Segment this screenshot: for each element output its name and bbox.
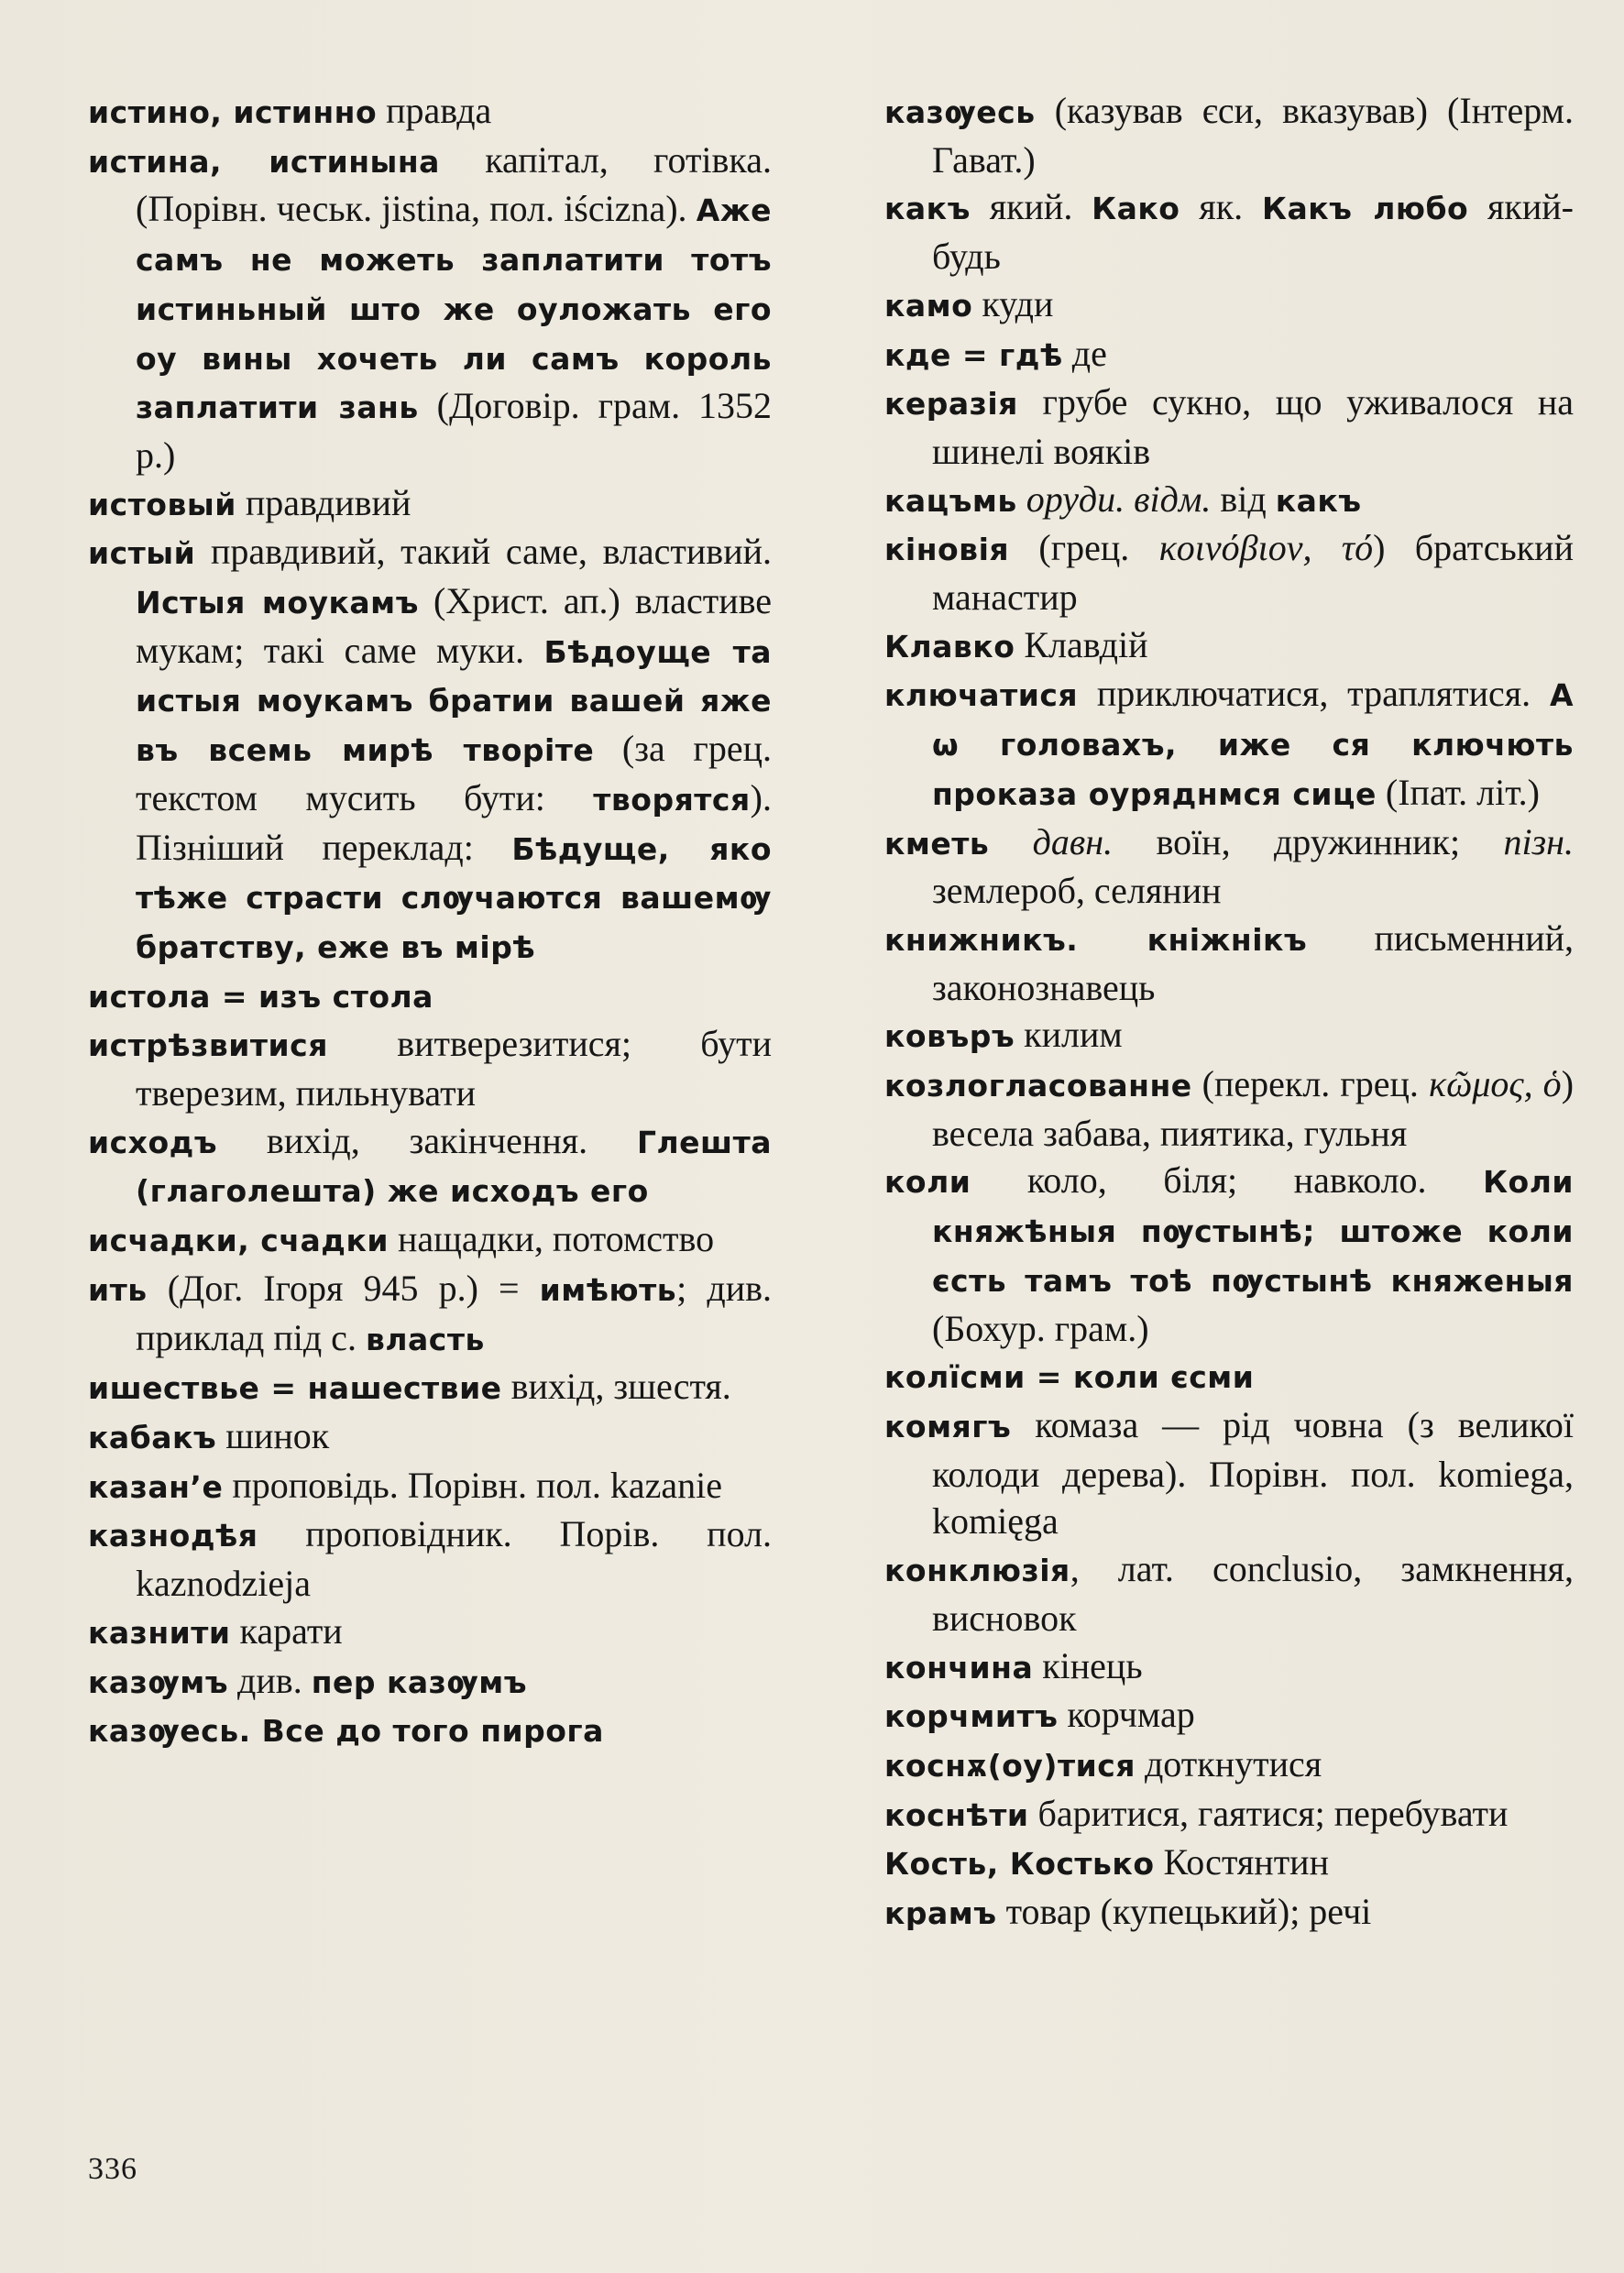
dictionary-entry [88,1363,772,1412]
definition-text: (Дог. Ігоря 945 р.) = [147,1267,540,1309]
page-number: 336 [88,2152,137,2186]
dictionary-entry [884,915,1574,1011]
definition-text: (Іпат. літ.) [1376,771,1540,813]
definition-text [1017,478,1026,520]
headword: колїсми = коли єсми [884,1359,1255,1396]
headword: казѹесь. Все до того пирога [88,1713,604,1750]
definition-text: килим [1015,1014,1123,1056]
italic-note: κῶμος, ὁ [1428,1063,1562,1105]
dictionary-entry [88,479,772,529]
right-column [884,87,1574,1938]
italic-note: пізн. [1503,820,1574,862]
dictionary-entry [884,280,1574,330]
definition-text: карати [230,1609,343,1652]
headword: Какъ любо [1261,191,1469,227]
definition-text: Клавдій [1015,623,1148,665]
headword: Клавко [884,628,1015,664]
italic-note: κοινόβιον, τό [1158,527,1374,569]
dictionary-entry [884,1790,1574,1839]
definition-text: витверезитися; бути тверезим, пильнувати [136,1023,772,1115]
headword: Аже самъ не можеть заплатити тотъ истиньный што же оуложать его оу вины хочеть ли самъ король заплатити зань [136,192,772,426]
headword: Кость, Костько [884,1846,1155,1883]
dictionary-entry [884,1401,1574,1545]
headword: казнити [88,1614,231,1651]
dictionary-entry [88,1510,772,1607]
definition-text: нащадки, потомство [388,1218,715,1260]
headword: ковъръ [884,1018,1015,1055]
dictionary-entry [88,1215,772,1265]
definition-text [989,821,1032,862]
headword: истино, истинно [88,94,378,130]
definition-text: воїн, дружинник; [1113,820,1504,862]
definition-text: вихід, закінчення. [217,1119,637,1161]
definition-text: письменний, законознавець [932,917,1574,1008]
headword: коли [884,1164,971,1201]
definition-text: (Бохур. грам.) [932,1307,1149,1349]
definition-text: проповідь. Порівн. пол. kazanie [223,1464,722,1506]
dictionary-entry [884,183,1574,280]
headword: кабакъ [88,1419,217,1455]
headword: имѣють [539,1271,677,1308]
dictionary-entry [884,524,1574,620]
left-column [88,87,772,1755]
dictionary-entry [88,528,772,971]
definition-text: де [1062,332,1107,374]
headword: истрѣзвитися [88,1027,328,1064]
italic-note: давн. [1032,820,1114,862]
headword: Како [1092,191,1180,227]
definition-text: Костянтин [1154,1841,1329,1883]
headword: коснѣти [884,1796,1029,1833]
dictionary-entry [884,621,1574,671]
dictionary-entry [88,1462,772,1511]
italic-note: оруди. відм. [1026,478,1212,520]
headword: кіновія [884,532,1010,568]
definition-text: (Христ. ап.) властиве мукам; такі саме муки. [136,580,772,671]
dictionary-entry [88,137,772,479]
headword: комягъ [884,1408,1012,1444]
definition-text: (Договір. грам. 1352 р.) [136,385,772,476]
dictionary-entry [88,1412,772,1462]
definition-text: (казував єси, вказував) (Інтерм. Гават.) [932,90,1574,181]
headword: кметь [884,825,990,862]
definition-text: комаза — рід човна (з великої колоди дерева). Порівн. пол. komiega, komięga [932,1403,1574,1543]
dictionary-entry [88,1117,772,1215]
definition-text: капітал, готівка. (Порівн. чеськ. jistina, пол. iścizna). [136,138,773,230]
definition-text: ; див. приклад під с. [136,1267,772,1358]
definition-text: від [1211,478,1276,520]
dictionary-entry [88,1657,772,1707]
definition-text: шинок [216,1414,330,1456]
dictionary-entry [884,1352,1574,1401]
headword: ключатися [884,677,1079,714]
definition-text: корчмар [1058,1694,1195,1736]
dictionary-entry [884,1740,1574,1790]
headword: истола = изъ стола [88,978,433,1015]
definition-text: землероб, селянин [932,870,1222,912]
definition-text: (перекл. грец. [1191,1063,1429,1105]
dictionary-entry [884,1691,1574,1740]
headword: кацъмь [884,482,1017,519]
headword: камо [884,287,973,324]
definition-text: правда [377,90,492,131]
dictionary-entry [884,476,1574,525]
headword: Глешта (глаголешта) же исходъ его [136,1124,772,1210]
definition-text: правдивий [236,481,411,523]
headword: коснѫ(оу)тися [884,1747,1136,1784]
headword: крамъ [884,1895,997,1932]
headword: керазія [884,386,1018,423]
dictionary-entry [88,972,772,1021]
definition-text: ) весела забава, пиятика, гульня [932,1063,1575,1154]
definition-text: кінець [1033,1644,1143,1686]
definition-text: як. [1180,186,1262,228]
dictionary-entry [884,818,1574,915]
definition-text: (грец. [1009,527,1159,569]
dictionary-entry [88,1706,772,1755]
headword: власть [365,1321,485,1357]
headword: Коли княжѣныя пѹстынѣ; штоже коли єсть тамъ тоѣ пѹстынѣ княженыя [932,1164,1574,1299]
dictionary-entry [88,1020,772,1116]
headword: истый [88,535,196,572]
definition-text: проповідник. Порів. пол. kaznodzieja [136,1513,772,1605]
dictionary-entry [884,1060,1574,1157]
headword: А ѡ головахъ, иже ся ключють проказа оуряднмся сице [932,677,1574,812]
dictionary-entry [884,87,1574,183]
headword: книжникъ. кніжнікъ [884,921,1308,958]
definition-text: куди [972,282,1054,324]
headword: казнодѣя [88,1518,258,1554]
headword: какъ [884,191,971,227]
headword: истовый [88,486,236,522]
headword: ить [88,1271,148,1308]
definition-text: ) братський манастир [932,527,1574,619]
dictionary-entry [884,1011,1574,1060]
dictionary-entry [884,379,1574,475]
dictionary-entry [884,670,1574,818]
definition-text: який. [970,186,1092,228]
dictionary-entry [884,1642,1574,1692]
definition-text: ). Пізніший переклад: [136,776,772,868]
headword: козлогласованне [884,1068,1192,1104]
definition-text: доткнутися [1135,1742,1322,1784]
dictionary-entry [88,1265,772,1363]
dictionary-entry [88,1608,772,1657]
definition-text: баритися, гаятися; перебувати [1028,1792,1509,1834]
headword: казѹесь [884,94,1036,130]
headword: исходъ [88,1124,218,1160]
headword: Бѣдоуще та истыя моукамъ братии вашей яже въ всемь мирѣ творіте [136,633,772,769]
definition-text: вихід, зшестя. [501,1366,731,1408]
headword: Бѣдуще, яко тѣже страсти слѹчаются вашемѹ братству, еже въ мірѣ [136,830,772,965]
headword: пер казѹмъ [311,1664,528,1700]
dictionary-entry [884,1839,1574,1888]
definition-text: товар (купецький); речі [996,1891,1372,1933]
headword: кончина [884,1649,1034,1686]
headword: казѹмъ [88,1664,229,1700]
dictionary-entry [884,1157,1574,1352]
headword: творятся [593,781,751,818]
definition-text: грубе сукно, що уживалося на шинелі вояків [932,381,1574,472]
definition-text: правдивий, такий саме, властивий. [195,531,772,573]
dictionary-entry [884,1545,1574,1642]
definition-text: приключатися, траплятися. [1078,673,1550,715]
headword: казанʼе [88,1468,224,1505]
dictionary-entry [88,87,772,137]
definition-text: (за грец. текстом мусить бути: [136,728,772,818]
dictionary-entry [884,1888,1574,1938]
headword: Истыя моукамъ [136,585,419,621]
headword: ишествье = нашествие [88,1370,502,1407]
headword: конклюзія [884,1553,1070,1589]
definition-text: , лат. conclusio, замкнення, висновок [932,1548,1574,1639]
headword: исчадки, счадки [88,1223,389,1259]
headword: какъ [1275,482,1362,519]
dictionary-entry [884,330,1574,379]
headword: корчмитъ [884,1698,1059,1735]
definition-text: коло, біля; навколо. [971,1159,1484,1202]
headword: истина, истинына [88,143,440,180]
definition-text: який-будь [932,186,1574,278]
definition-text: див. [228,1659,312,1701]
headword: кде = гдѣ [884,336,1063,373]
